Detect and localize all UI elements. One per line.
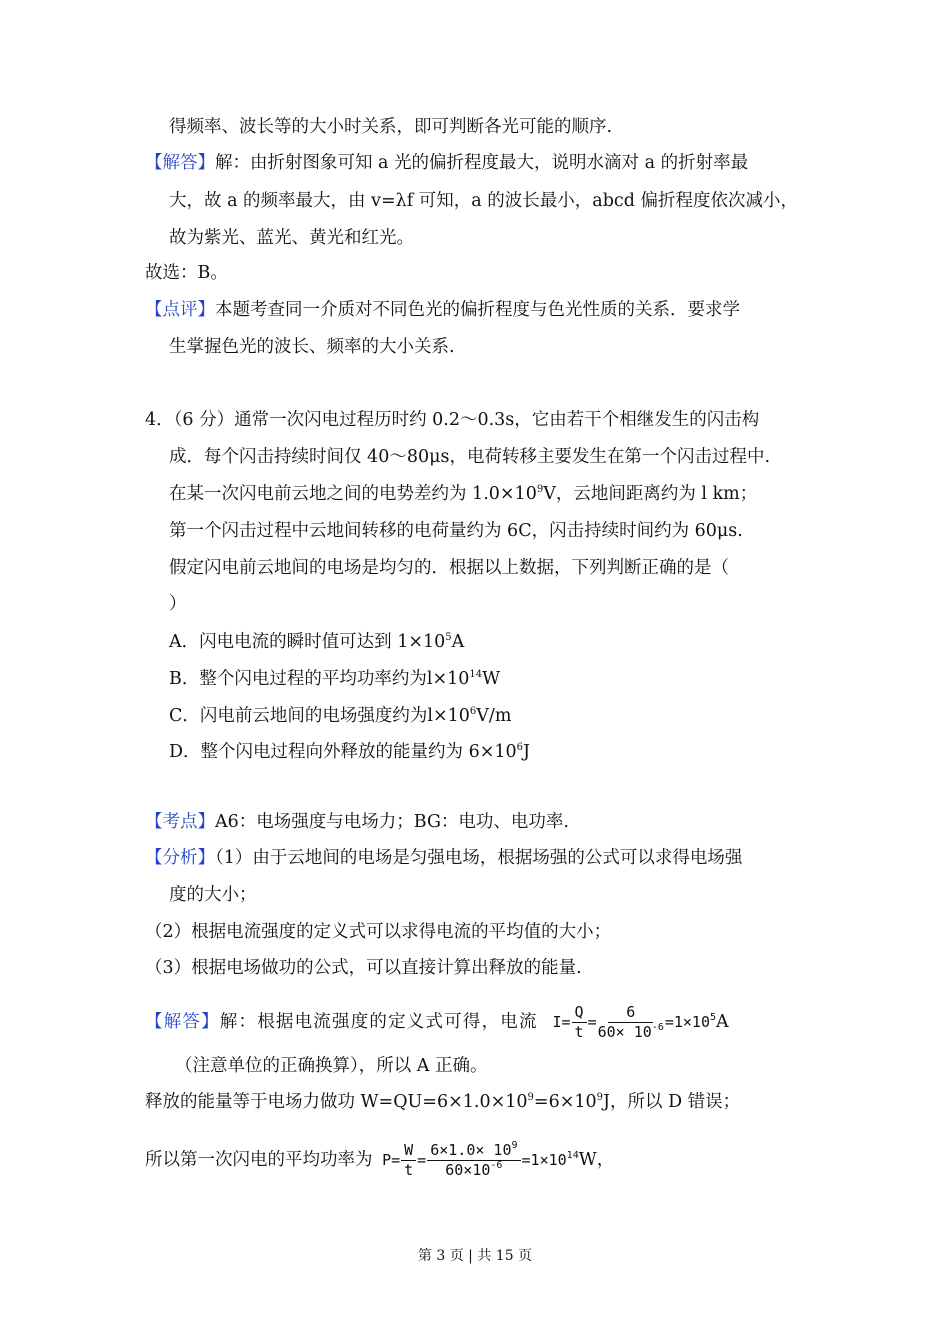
f: =1×10: [521, 1151, 567, 1169]
text: J: [523, 742, 531, 762]
text-line: [145, 1090, 740, 1114]
text-line: （注意单位的正确换算），所以 A 正确。: [175, 1056, 488, 1076]
answer-tag: 【解答】: [145, 153, 215, 173]
answer-line: [145, 151, 748, 175]
text: 本题考查同一介质对不同色光的偏折程度与色光性质的关系．要求学: [215, 300, 740, 320]
question-line: 成．每个闪击持续时间仅 40～80μs，电荷转移主要发生在第一个闪击过程中.: [169, 447, 771, 467]
text: 在某一次闪电前云地之间的电势差约为 1.0×10: [169, 484, 537, 504]
f: W，: [578, 1150, 615, 1170]
text-line: 生掌握色光的波长、频率的大小关系.: [169, 337, 455, 357]
text: V，云地间距离约为 l km；: [543, 484, 758, 504]
text: J，所以 D 错误；: [603, 1092, 741, 1112]
comment-tag: 【点评】: [145, 300, 215, 320]
question-line: ）: [169, 594, 187, 614]
option-c: [169, 704, 511, 728]
question-line: 假定闪电前云地间的电场是均匀的．根据以上数据，下列判断正确的是（: [169, 558, 729, 578]
text-line: 得频率、波长等的大小时关系，即可判断各光可能的顺序.: [169, 117, 613, 137]
numerator: W: [401, 1141, 416, 1161]
question-line: 第一个闪击过程中云地间转移的电荷量约为 6C，闪击持续时间约为 60μs.: [169, 521, 743, 541]
numerator: Q: [572, 1003, 587, 1023]
f: I=: [552, 1013, 571, 1031]
text: V/m: [476, 706, 512, 726]
fraction: [401, 1141, 416, 1180]
f: 60× 10: [597, 1023, 652, 1041]
f: =: [587, 1013, 597, 1031]
text-line: （3）根据电场做功的公式，可以直接计算出释放的能量.: [145, 958, 582, 978]
text: 解：由折射图象可知 a 光的偏折程度最大，说明水滴对 a 的折射率最: [215, 153, 749, 173]
fraction: [598, 1003, 664, 1042]
text: B．整个闪电过程的平均功率约为l×10: [169, 669, 470, 689]
fraction: [572, 1003, 587, 1042]
text-line: 度的大小；: [169, 885, 257, 905]
f: 60×10: [445, 1161, 491, 1179]
text-line: 故为紫光、蓝光、黄光和红光。: [169, 228, 414, 248]
question-line: 4．（6 分）通常一次闪电过程历时约 0.2～0.3s，它由若干个相继发生的闪击构: [145, 410, 760, 430]
sup: 14: [469, 669, 483, 680]
sup: 6: [469, 706, 477, 717]
sup: -6: [651, 1022, 664, 1033]
question-line: [169, 482, 757, 506]
text: A6：电场强度与电场力；BG：电功、电功率.: [215, 812, 569, 832]
text: D．整个闪电过程向外释放的能量约为 6×10: [169, 742, 517, 762]
sup: 6: [516, 742, 524, 753]
text: W: [482, 669, 501, 689]
text: A．闪电电流的瞬时值可达到 1×10: [169, 632, 446, 652]
page-footer: 第 3 页 | 共 15 页: [417, 1248, 533, 1264]
text-line: 大，故 a 的频率最大，由 v=λf 可知，a 的波长最小，abcd 偏折程度依次减小，: [169, 191, 798, 211]
sup: 9: [511, 1140, 518, 1151]
jieda-tag: 【解答】: [145, 1012, 220, 1032]
denominator: t: [574, 1023, 584, 1041]
text: 解：根据电流强度的定义式可得，电流: [219, 1012, 538, 1032]
option-b: [169, 667, 500, 691]
sup: 9: [596, 1092, 604, 1103]
sup: 9: [536, 484, 544, 495]
denominator: t: [404, 1161, 414, 1179]
denominator: [598, 1023, 664, 1042]
comment-line: [145, 298, 740, 322]
option-a: [169, 630, 464, 654]
denominator: [445, 1161, 502, 1180]
fenxi-line: [145, 846, 742, 870]
text-line: （2）根据电流强度的定义式可以求得电流的平均值的大小；: [145, 922, 612, 942]
f: 6×1.0× 10: [430, 1141, 512, 1159]
choice-line: 故选：B。: [145, 263, 228, 283]
f: =1×10: [664, 1013, 710, 1031]
fraction: [427, 1141, 520, 1180]
kaodian-tag: 【考点】: [145, 812, 215, 832]
sup: 14: [566, 1150, 579, 1161]
numerator: [427, 1141, 520, 1161]
text: =6×10: [533, 1092, 597, 1112]
sup: 9: [527, 1092, 534, 1103]
option-d: [169, 740, 530, 764]
f: =: [417, 1151, 427, 1169]
text: A: [451, 632, 465, 652]
sup: 5: [710, 1012, 717, 1023]
fenxi-tag: 【分析】: [145, 848, 215, 868]
text: （1）由于云地间的电场是匀强电场，根据场强的公式可以求得电场强: [215, 848, 743, 868]
kaodian-line: [145, 810, 569, 834]
text: 释放的能量等于电场力做功 W=QU=6×1.0×10: [145, 1092, 528, 1112]
sup: 5: [445, 632, 452, 643]
f: A: [716, 1012, 729, 1032]
text: 所以第一次闪电的平均功率为: [145, 1150, 373, 1170]
sup: -6: [490, 1160, 503, 1171]
f: P=: [382, 1151, 401, 1169]
text: C．闪电前云地间的电场强度约为l×10: [169, 706, 470, 726]
numerator: 6: [608, 1003, 653, 1023]
